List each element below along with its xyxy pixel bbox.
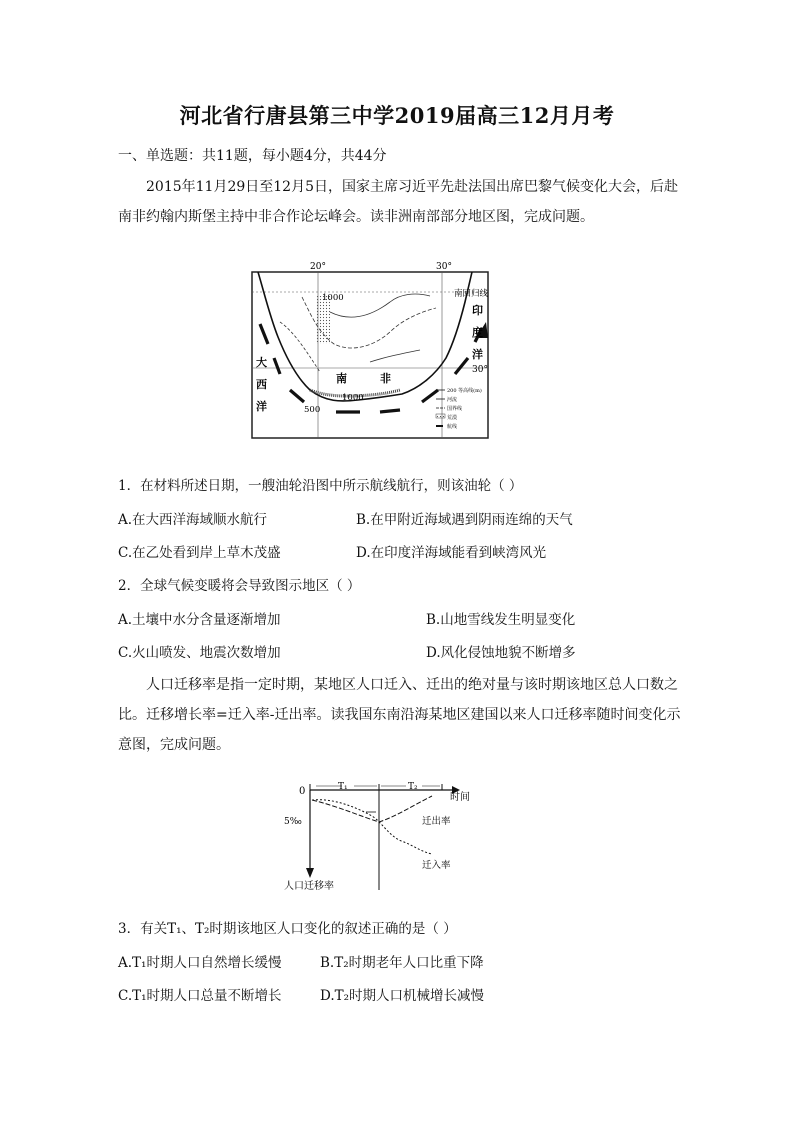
- svg-text:荒漠: 荒漠: [447, 415, 458, 421]
- q3-stem: 3．有关T₁、T₂时期该地区人口变化的叙述正确的是（ ）: [118, 921, 457, 937]
- svg-text:国界线: 国界线: [447, 406, 463, 412]
- atlantic-2: 西: [256, 378, 267, 391]
- q2-option-d[interactable]: D.风化侵蚀地貌不断增多: [426, 645, 576, 661]
- x-axis-label: 时间: [450, 792, 470, 803]
- desert-area: [316, 296, 330, 344]
- q1-option-c[interactable]: C.在乙处看到岸上草木茂盛: [118, 545, 281, 561]
- t1-label: T₁: [338, 782, 348, 792]
- y-axis-label: 人口迁移率: [284, 881, 334, 892]
- emigration-curve: [312, 796, 432, 822]
- q3-option-a[interactable]: A.T₁时期人口自然增长缓慢: [118, 955, 282, 971]
- passage-2: 人口迁移率是指一定时期，某地区人口迁入、迁出的绝对量与该时期该地区总人口数之比。迁移增长率=迁入率-迁出率。读我国东南沿海某地区建国以来人口迁移率随时间变化示意图，完成问题。: [118, 677, 681, 753]
- south-label: 南: [336, 372, 347, 385]
- southern-africa-map: [250, 262, 490, 440]
- q2-option-b[interactable]: B.山地雪线发生明显变化: [426, 612, 576, 628]
- y-tick-label: 5‰: [284, 817, 302, 827]
- contour-1000-b: 1000: [342, 393, 364, 403]
- passage-1: 2015年11月29日至12月5日，国家主席习近平先赴法国出席巴黎气候变化大会，后赴南非约翰内斯堡主持中非合作论坛峰会。读非洲南部部分地区图，完成问题。: [118, 179, 678, 225]
- atlantic-3: 洋: [256, 400, 267, 413]
- migration-rate-graph: [282, 776, 502, 894]
- q1-option-a[interactable]: A.在大西洋海域顺水航行: [118, 512, 268, 528]
- immigration-curve: [312, 800, 432, 854]
- q1-option-b[interactable]: B.在甲附近海域遇到阴雨连绵的天气: [356, 512, 573, 528]
- indian-3: 洋: [472, 348, 483, 361]
- atlantic-1: 大: [256, 356, 267, 369]
- svg-text:航线: 航线: [447, 424, 458, 430]
- q1-stem: 1．在材料所述日期，一艘油轮沿图中所示航线航行，则该油轮（ ）: [118, 478, 523, 494]
- indian-1: 印: [472, 304, 483, 317]
- africa-label: 非: [380, 372, 391, 385]
- out-rate-label: 迁出率: [422, 816, 451, 827]
- page-title: 河北省行唐县第三中学2019届高三12月月考: [179, 103, 615, 128]
- q2-stem: 2．全球气候变暖将会导致图示地区（ ）: [118, 578, 361, 594]
- svg-text:河流: 河流: [447, 397, 458, 403]
- q2-option-c[interactable]: C.火山喷发、地震次数增加: [118, 645, 281, 661]
- in-rate-label: 迁入率: [422, 860, 451, 871]
- q3-option-c[interactable]: C.T₁时期人口总量不断增长: [118, 988, 282, 1004]
- origin-label: 0: [299, 786, 306, 797]
- lon-30-label: 30°: [436, 262, 452, 272]
- q1-option-d[interactable]: D.在印度洋海域能看到峡湾风光: [356, 545, 547, 561]
- lon-20-label: 20°: [310, 262, 326, 272]
- contour-1000-a: 1000: [322, 293, 344, 303]
- q3-option-d[interactable]: D.T₂时期人口机械增长减慢: [320, 988, 485, 1004]
- section-heading: 一、单选题：共11题，每小题4分，共44分: [118, 148, 387, 164]
- svg-text:200 等高线(m): 200 等高线(m): [447, 388, 482, 394]
- lat-30-label: 30°: [472, 365, 488, 375]
- t2-label: T₂: [408, 782, 418, 792]
- q2-option-a[interactable]: A.土壤中水分含量逐渐增加: [118, 612, 281, 628]
- indian-2: 度: [472, 326, 483, 339]
- tropic-label: 南回归线: [454, 289, 489, 299]
- q3-option-b[interactable]: B.T₂时期老年人口比重下降: [320, 955, 484, 971]
- contour-500: 500: [304, 405, 321, 415]
